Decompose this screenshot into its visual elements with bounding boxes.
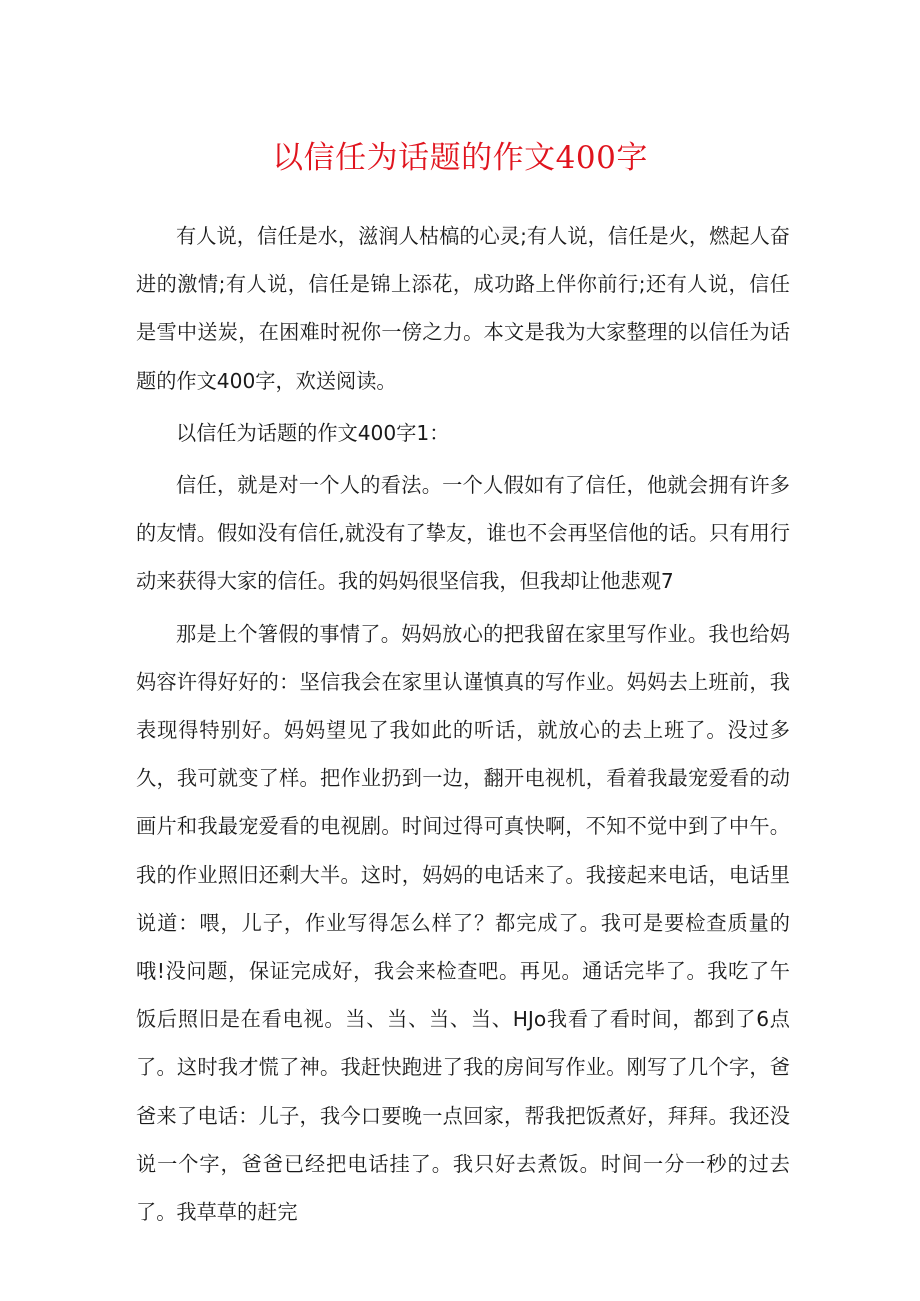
document-title: 以信任为话题的作文400字 xyxy=(272,140,648,176)
document-body xyxy=(136,212,790,1236)
paragraph-essay-heading: 以信任为话题的作文400字1： xyxy=(176,420,450,445)
paragraph-trust-definition: 信任，就是对一个人的看法。一个人假如有了信任，他就会拥有许多的友情。假如没有信任,就没有了挚友，谁也不会再坚信他的话。只有用行动来获得大家的信任。我的妈妈很坚信我，但我却让他悲观7 xyxy=(136,473,790,594)
paragraph-story: 那是上个箸假的事情了。妈妈放心的把我留在家里写作业。我也给妈妈容许得好好的：坚信我会在家里认谨慎真的写作业。妈妈去上班前，我表现得特别好。妈妈望见了我如此的听话，就放心的去上班了。没过多久，我可就变了样。把作业扔到一边，翻开电视机，看着我最宠爱看的动画片和我最宠爱看的电视剧。时间过得可真快啊，不知不觉中到了中午。我的作业照旧还剩大半。这时，妈妈的电话来了。我接起来电话，电话里说道：喂，儿子，作业写得怎么样了？都完成了。我可是要检查质量的哦!没问题，保证完成好，我会来检查吧。再见。通话完毕了。我吃了午饭后照旧是在看电视。当、当、当、当、HJo我看了看时间，都到了6点了。这时我才慌了神。我赶快跑进了我的房间写作业。刚写了几个字，爸爸来了电话：儿子，我今口要晚一点回家，帮我把饭煮好，拜拜。我还没说一个字，爸爸已经把电话挂了。我只好去煮饭。时间一分一秒的过去了。我草草的赶完 xyxy=(136,621,790,1225)
paragraph-intro: 有人说，信任是水，滋润人枯槁的心灵;有人说，信任是火，燃起人奋进的激情;有人说，信任是锦上添花，成功路上伴你前行;还有人说，信任是雪中送炭，在困难时祝你一傍之力。本文是我为大家整理的以信任为话题的作文400字，欢送阅读。 xyxy=(136,224,790,393)
